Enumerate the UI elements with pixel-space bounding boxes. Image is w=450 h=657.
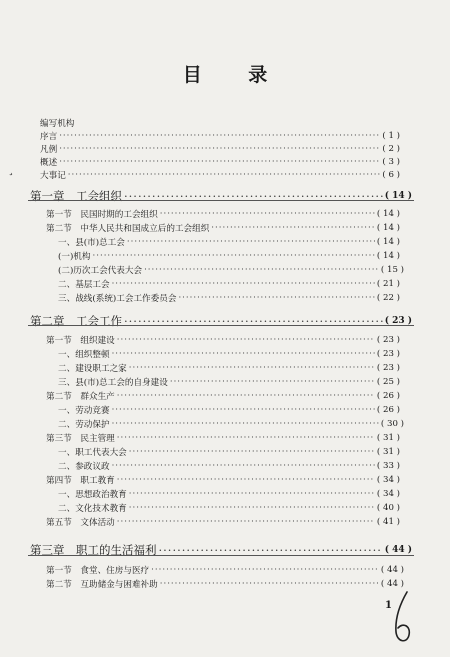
entry-label: 第二节 群众生产 (46, 392, 115, 402)
toc-entry (58, 488, 400, 500)
dot-leader (170, 377, 375, 387)
entry-page-number: ( 14 ) (376, 209, 400, 219)
entry-label: 第一节 组织建设 (46, 336, 115, 346)
entry-page-number: ( 1 ) (382, 131, 400, 141)
toc-entry (58, 348, 400, 360)
entry-label: 第二节 互助储金与困难补助 (46, 580, 158, 590)
toc-entry (40, 156, 400, 168)
entry-page-number: ( 34 ) (376, 475, 400, 485)
entry-page-number: ( 44 ) (384, 545, 412, 555)
entry-label: (一)机构 (58, 252, 91, 262)
toc-entry (58, 292, 400, 304)
entry-label: 一、职工代表大会 (58, 448, 127, 458)
dot-leader (117, 517, 375, 527)
entry-label: (二)历次工会代表大会 (58, 266, 143, 276)
entry-label: 编写机构 (40, 119, 75, 129)
entry-label: 二、参政议政 (58, 462, 110, 472)
dot-leader (178, 293, 374, 303)
entry-page-number: ( 30 ) (380, 419, 404, 429)
dot-leader (59, 144, 380, 154)
toc-entry (58, 362, 400, 374)
entry-page-number: ( 23 ) (376, 363, 400, 373)
chapter-divider (28, 555, 414, 556)
entry-page-number: ( 2 ) (382, 144, 400, 154)
toc-entry (46, 432, 400, 444)
handwritten-page-number (392, 590, 414, 646)
toc-entry (58, 502, 400, 514)
entry-page-number: ( 21 ) (376, 279, 400, 289)
dot-leader (93, 251, 375, 261)
toc-entry (58, 418, 404, 430)
toc-entry (58, 264, 404, 276)
toc-entry (40, 169, 400, 181)
toc-entry (40, 130, 400, 142)
toc-entry (46, 578, 404, 590)
entry-page-number: ( 14 ) (384, 191, 412, 201)
dot-leader (129, 363, 375, 373)
entry-page-number: ( 34 ) (376, 489, 400, 499)
dot-leader (112, 279, 375, 289)
entry-page-number: ( 33 ) (376, 461, 400, 471)
entry-page-number: ( 6 ) (382, 170, 400, 180)
entry-page-number: ( 14 ) (376, 251, 400, 261)
toc-entry (46, 390, 400, 402)
page-title: 目 录 (182, 64, 288, 86)
entry-page-number: ( 31 ) (376, 447, 400, 457)
dot-leader (112, 405, 375, 415)
chapter-entry (30, 313, 412, 329)
entry-label: 第三节 民主管理 (46, 434, 115, 444)
dot-leader (127, 237, 375, 247)
entry-label: 第五节 文体活动 (46, 518, 115, 528)
entry-label: 凡例 (40, 145, 58, 155)
dot-leader (144, 265, 379, 275)
toc-entry (40, 117, 400, 129)
toc-entry (58, 236, 400, 248)
toc-entry (46, 334, 400, 346)
toc-entry (58, 376, 400, 388)
dot-leader (117, 391, 375, 401)
margin-mark: ¸ (8, 162, 14, 176)
entry-label: 一、思想政治教育 (58, 490, 127, 500)
entry-label: 二、建设职工之家 (58, 364, 127, 374)
entry-label: 第三章 职工的生活福利 (30, 543, 157, 557)
dot-leader (68, 170, 381, 180)
entry-page-number: ( 23 ) (376, 335, 400, 345)
entry-label: 第一节 民国时期的工会组织 (46, 210, 158, 220)
entry-page-number: ( 44 ) (380, 565, 404, 575)
toc-entry (58, 250, 400, 262)
chapter-divider (28, 325, 414, 326)
toc-entry (58, 460, 400, 472)
entry-page-number: ( 26 ) (376, 405, 400, 415)
entry-label: 一、劳动竞赛 (58, 406, 110, 416)
entry-label: 二、劳动保护 (58, 420, 110, 430)
dot-leader (151, 565, 379, 575)
dot-leader (160, 579, 379, 589)
entry-page-number: ( 26 ) (376, 391, 400, 401)
dot-leader (112, 419, 379, 429)
toc-entry (46, 208, 400, 220)
toc-entry (46, 222, 400, 234)
toc-entry (58, 404, 400, 416)
entry-label: 一、组织整顿 (58, 350, 110, 360)
entry-label: 三、县(市)总工会的自身建设 (58, 378, 168, 388)
entry-page-number: ( 22 ) (376, 293, 400, 303)
entry-page-number: ( 23 ) (384, 316, 412, 326)
entry-page-number: ( 40 ) (376, 503, 400, 513)
entry-page-number: ( 15 ) (380, 265, 404, 275)
dot-leader (112, 461, 375, 471)
entry-page-number: ( 31 ) (376, 433, 400, 443)
entry-label: 第二节 中华人民共和国成立后的工会组织 (46, 224, 210, 234)
entry-label: 第一节 食堂、住房与医疗 (46, 566, 150, 576)
entry-page-number: ( 41 ) (376, 517, 400, 527)
entry-label: 概述 (40, 158, 58, 168)
entry-page-number: ( 3 ) (382, 157, 400, 167)
footer-page-number: 1 (385, 600, 392, 611)
entry-page-number: ( 23 ) (376, 349, 400, 359)
toc-entry (46, 516, 400, 528)
toc-entry (58, 446, 400, 458)
dot-leader (211, 223, 375, 233)
dot-leader (117, 335, 375, 345)
entry-page-number: ( 44 ) (380, 579, 404, 589)
dot-leader (117, 433, 375, 443)
toc-entry (46, 564, 404, 576)
chapter-divider (28, 200, 414, 201)
entry-label: 大事记 (40, 171, 66, 181)
entry-page-number: ( 14 ) (376, 223, 400, 233)
dot-leader (59, 157, 380, 167)
dot-leader (117, 475, 375, 485)
entry-label: 一、县(市)总工会 (58, 238, 125, 248)
entry-page-number: ( 14 ) (376, 237, 400, 247)
entry-label: 序言 (40, 132, 58, 142)
entry-label: 三、战线(系统)工会工作委员会 (58, 294, 177, 304)
dot-leader (160, 209, 375, 219)
entry-label: 第四节 职工教育 (46, 476, 115, 486)
dot-leader (112, 349, 375, 359)
dot-leader (129, 503, 375, 513)
toc-entry (58, 278, 400, 290)
dot-leader (129, 489, 375, 499)
entry-label: 二、文化技术教育 (58, 504, 127, 514)
dot-leader (129, 447, 375, 457)
dot-leader (59, 131, 380, 141)
entry-label: 第一章 工会组织 (30, 189, 122, 203)
chapter-entry (30, 188, 412, 204)
entry-page-number: ( 25 ) (376, 377, 400, 387)
toc-entry (46, 474, 400, 486)
toc-entry (40, 143, 400, 155)
entry-label: 第二章 工会工作 (30, 314, 122, 328)
entry-label: 二、基层工会 (58, 280, 110, 290)
